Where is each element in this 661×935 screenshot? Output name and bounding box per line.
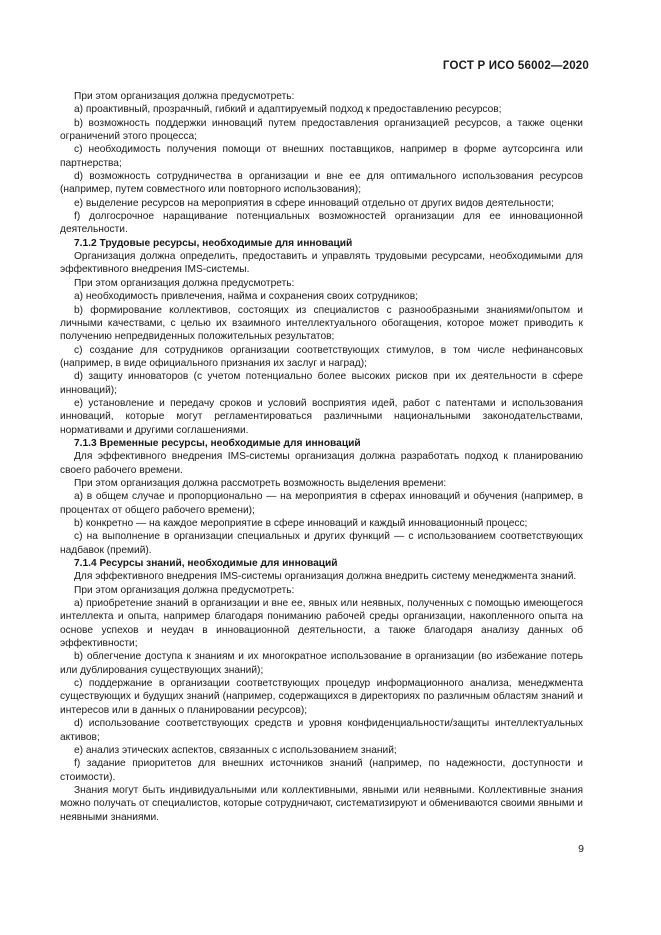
paragraph: c) создание для сотрудников организации соответствующих стимулов, в том числе нефинансовых (например, в виде официального признания их заслуг и наград); xyxy=(60,344,583,369)
paragraph: Для эффективного внедрения IMS-системы организация должна внедрить систему менеджмента знаний. xyxy=(74,571,577,583)
paragraph: e) анализ этических аспектов, связанных с использованием знаний; xyxy=(74,744,397,756)
paragraph: b) конкретно — на каждое мероприятие в сфере инноваций и каждый инновационный процесс; xyxy=(74,518,528,529)
paragraph: При этом организация должна предусмотреть: xyxy=(74,584,295,596)
paragraph: b) возможность поддержки инноваций путем предоставления организацией ресурсов, а также оценки ограничений этого процесса; xyxy=(60,117,583,143)
paragraph: Организация должна определить, предоставить и управлять трудовыми ресурсами, необходимыми для эффективного внедрения IMS-системы. xyxy=(60,251,583,276)
paragraph: Знания могут быть индивидуальными или коллективными, явными или неявными. Коллективные знания можно получать от специалистов, которые сотрудничают, систематизируют и обмениваются своими явными и неявными знаниями. xyxy=(60,784,583,823)
paragraph: При этом организация должна предусмотреть: xyxy=(74,277,295,289)
page-number: 9 xyxy=(578,843,584,855)
section-heading: 7.1.2 Трудовые ресурсы, необходимые для инноваций xyxy=(74,237,353,249)
paragraph: e) выделение ресурсов на мероприятия в сфере инноваций отдельно от других видов деятельности; xyxy=(74,197,554,209)
paragraph: f) задание приоритетов для внешних источников знаний (например, по надежности, доступности и стоимости). xyxy=(60,758,583,783)
paragraph: d) защиту инноваторов (с учетом потенциально более высоких рисков при их деятельности в сфере инноваций); xyxy=(60,371,583,396)
paragraph: a) приобретение знаний в организации и вне ее, явных или неявных, полученных с помощью имеющегося интеллекта и опыта, например благодаря пониманию рабочей среды организации, накопленного опыта на основе успехов и неудач в инновационной деятельности, а также благодаря анализу данных об эффективности; xyxy=(60,598,583,650)
paragraph: b) формирование коллективов, состоящих из специалистов с разнообразными знаниями/опытом и личными качествами, с целью их взаимного интеллектуального обогащения, которое может приводить к получению непредвиденных положительных результатов; xyxy=(60,304,583,343)
paragraph: f) долгосрочное наращивание потенциальных возможностей организации для ее инновационной деятельности. xyxy=(60,211,583,236)
paragraph: d) возможность сотрудничества в организации и вне ее для оптимального использования ресурсов (например, путем совместного или повторного использования); xyxy=(60,171,583,196)
page-body xyxy=(60,90,583,824)
paragraph: c) поддержание в организации соответствующих процедур информационного анализа, менеджмента существующих и будущих знаний (например, содержащихся в директориях по различным областям знаний и интересов или в данных о планировании ресурсов); xyxy=(60,678,583,716)
paragraph: c) необходимость получения помощи от внешних поставщиков, например в форме аутсорсинга или партнерства; xyxy=(60,144,583,169)
paragraph: b) облегчение доступа к знаниям и их многократное использование в организации (во избежание потерь или дублирования существующих знаний); xyxy=(60,651,583,676)
section-heading: 7.1.3 Временные ресурсы, необходимые для инноваций xyxy=(74,437,361,449)
paragraph: Для эффективного внедрения IMS-системы организация должна разработать подход к планированию своего рабочего времени. xyxy=(60,451,583,476)
paragraph: a) проактивный, прозрачный, гибкий и адаптируемый подход к предоставлению ресурсов; xyxy=(74,104,502,116)
paragraph: c) на выполнение в организации специальных и других функций — с использованием соответствующих надбавок (премий). xyxy=(60,531,583,556)
paragraph: a) в общем случае и пропорционально — на мероприятия в сферах инноваций и обучения (например, в процентах от общего рабочего времени); xyxy=(60,491,583,516)
section-heading: 7.1.4 Ресурсы знаний, необходимые для инноваций xyxy=(74,558,338,570)
paragraph: a) необходимость привлечения, найма и сохранения своих сотрудников; xyxy=(74,291,418,303)
paragraph: d) использование соответствующих средств и уровня конфиденциальности/защиты интеллектуальных активов; xyxy=(60,718,583,743)
paragraph: e) установление и передачу сроков и условий восприятия идей, работ с патентами и использования инноваций, которые могут регламентироваться различными национальными законодательствами, нормативами и другими соглашениями. xyxy=(60,397,583,436)
document-header: ГОСТ Р ИСО 56002—2020 xyxy=(442,60,589,72)
paragraph: При этом организация должна предусмотреть: xyxy=(74,91,295,102)
paragraph: При этом организация должна рассмотреть возможность выделения времени: xyxy=(74,477,447,489)
